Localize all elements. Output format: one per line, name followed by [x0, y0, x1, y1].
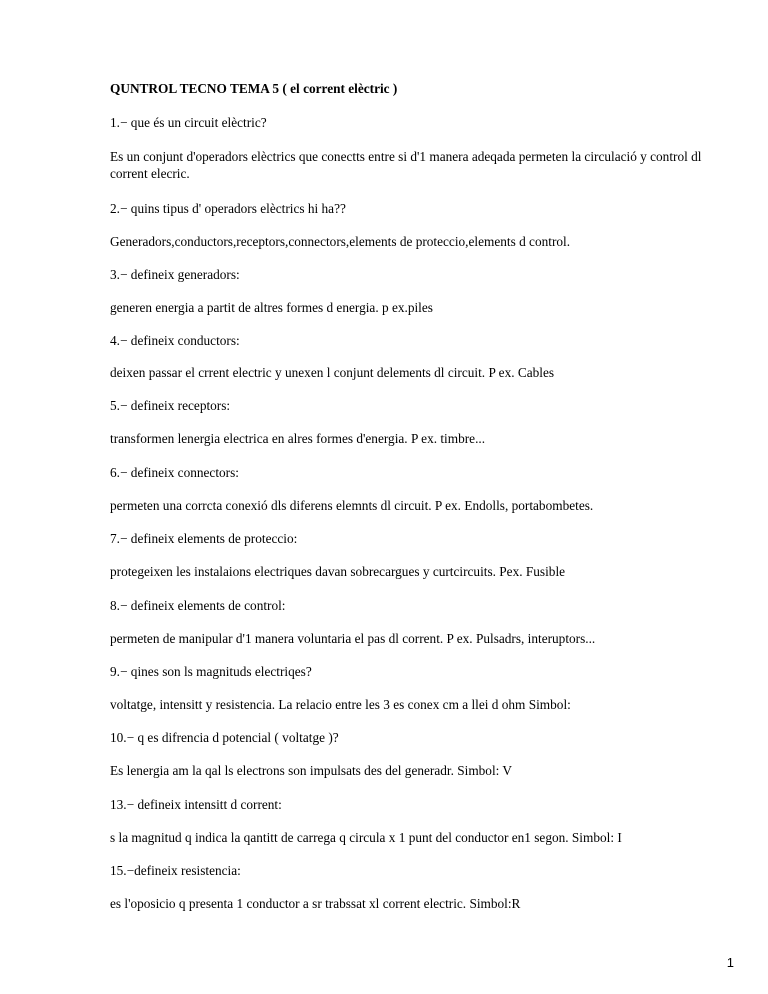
answer-10: Es lenergia am la qal ls electrons son impulsats des del generadr. Simbol: V	[110, 763, 513, 778]
question-1: 1.− que és un circuit elèctric?	[110, 115, 267, 130]
question-6: 6.− defineix connectors:	[110, 465, 239, 480]
answer-5: transformen lenergia electrica en alres formes d'energia. P ex. timbre...	[110, 431, 486, 446]
question-9: 9.− qines son ls magnituds electriqes?	[110, 664, 312, 679]
question-2: 2.− quins tipus d' operadors elèctrics hi ha??	[110, 201, 346, 216]
document-title: QUNTROL TECNO TEMA 5 ( el corrent elèctric )	[110, 81, 398, 96]
question-13: 13.− defineix intensitt d corrent:	[110, 797, 282, 812]
question-8: 8.− defineix elements de control:	[110, 598, 286, 613]
question-10: 10.− q es difrencia d potencial ( voltatge )?	[110, 730, 339, 745]
answer-13: s la magnitud q indica la qantitt de carrega q circula x 1 punt del conductor en1 segon. Simbol: I	[110, 830, 622, 845]
page-number: 1	[726, 955, 734, 970]
answer-3: generen energia a partit de altres formes d energia. p ex.piles	[110, 300, 433, 315]
answer-2: Generadors,conductors,receptors,connectors,elements de proteccio,elements d control.	[110, 234, 571, 249]
question-7: 7.− defineix elements de proteccio:	[110, 531, 298, 546]
answer-9: voltatge, intensitt y resistencia. La relacio entre les 3 es conex cm a llei d ohm Simbol:	[110, 697, 571, 712]
answer-6: permeten una corrcta conexió dls diferens elemnts dl circuit. P ex. Endolls, portabombetes.	[110, 498, 594, 513]
question-5: 5.− defineix receptors:	[110, 398, 231, 413]
answer-7: protegeixen les instalaions electriques davan sobrecargues y curtcircuits. Pex. Fusible	[110, 564, 566, 579]
question-4: 4.− defineix conductors:	[110, 333, 240, 348]
answer-15: es l'oposicio q presenta 1 conductor a sr trabssat xl corrent electric. Simbol:R	[110, 896, 521, 911]
answer-1: Es un conjunt d'operadors elèctrics que conectts entre si d'1 manera adeqada permeten la circulació y control dl corrent elecric.	[110, 149, 702, 181]
answer-8: permeten de manipular d'1 manera voluntaria el pas dl corrent. P ex. Pulsadrs, interuptors...	[110, 631, 596, 646]
question-15: 15.−defineix resistencia:	[110, 863, 241, 878]
question-3: 3.− defineix generadors:	[110, 267, 240, 282]
answer-4: deixen passar el crrent electric y unexen l conjunt delements dl circuit. P ex. Cables	[110, 365, 555, 380]
